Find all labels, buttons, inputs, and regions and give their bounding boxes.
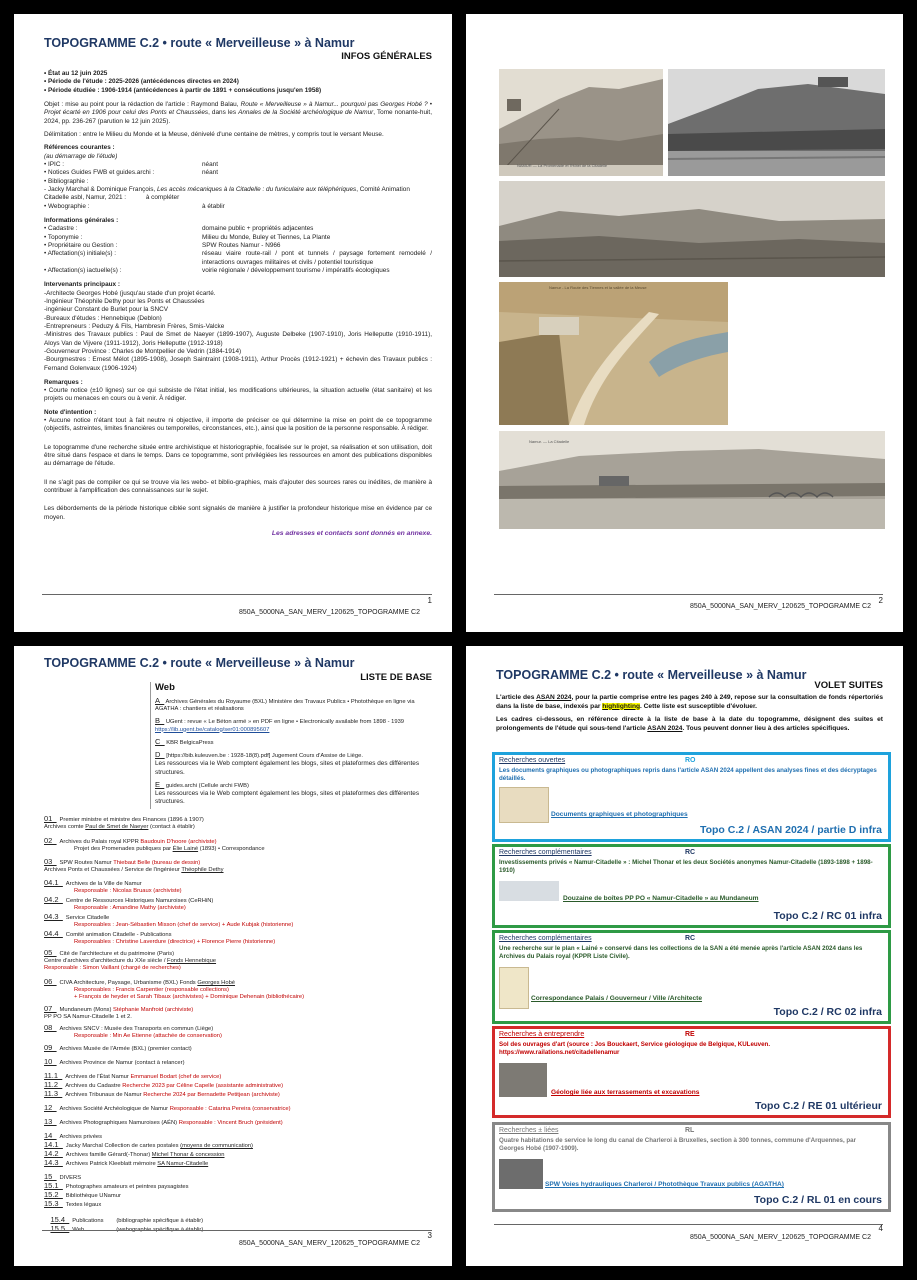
box-description: Sol des ouvrages d'art (source : Jos Bouckaert, Service géologique de Belgique, KULeuven. https://www.railations.net/citadellenamur [499, 1041, 771, 1056]
postcard-drawing [499, 69, 663, 176]
entry-text: Archives Province de Namur (contact à relancer) [59, 1060, 185, 1066]
entry-text: (1893) • Correspondance [198, 845, 265, 852]
biblio-entry [44, 186, 432, 203]
state-line: • État au 12 juin 2025 [44, 70, 108, 77]
entry-number: 15.3_ [44, 1199, 63, 1208]
web-text: KBR BelgicaPress [166, 739, 214, 746]
page-title [44, 36, 432, 50]
box-title: Recherches complémentaires [499, 849, 592, 856]
box-link[interactable]: SPW Voies hydrauliques Charleroi / Photothèque Travaux publics (AGATHA) [545, 1181, 784, 1188]
biblio-publisher: , Comité Animation Citadelle asbl, Namur, 2021 : [44, 185, 410, 202]
box-description: Investissements privés « Namur-Citadelle » : Michel Thonar et les deux Sociétés anonymes Namur-Citadelle (1893-1898 + 1898-1910) [499, 859, 873, 874]
web-letter: C_ [155, 736, 165, 746]
archive-entry [44, 977, 434, 1001]
entry-text: DIVERS [59, 1175, 82, 1181]
archive-entry [44, 878, 434, 895]
object-text-3: , Tome nonante-huit, 2024, pp. 236-267 (parution le 12 juin 2025). [44, 109, 432, 125]
research-box-re [492, 1026, 891, 1118]
actor-item: -Ministres des Travaux publics : Paul de Smet de Naeyer (1899-1907), Auguste Delbeke (1907-1910), Joris Helleputte (1910-1911), Aloys Van de Vijvere (1911-1912), Joris Helleputte (1912-1918) [44, 331, 432, 347]
intro-ref: ASAN 2024 [647, 724, 683, 732]
box-title: Recherches ouvertes [499, 757, 566, 764]
entry-number: 15.5_ [50, 1223, 70, 1233]
archive-entry [44, 814, 434, 831]
box-topo-ref: Topo C.2 / ASAN 2024 / partie D infra [699, 824, 882, 836]
entry-number: 15.1_ [44, 1181, 63, 1190]
intro-text-part: L'article des [496, 694, 537, 701]
box-code: RE [685, 1031, 695, 1038]
box-code: RC [685, 935, 696, 942]
page-number: 1 [427, 596, 432, 605]
info-key: • Toponymie : [44, 233, 83, 241]
box-topo-ref: Topo C.2 / RC 02 infra [773, 1006, 882, 1018]
box-description: Une recherche sur le plan « Lainé » conservé dans les collections de la SAN a été menée après l'article ASAN 2024 dans les Archives du Palais royal (KPPR Liste Civile). [499, 945, 863, 960]
web-item [155, 716, 430, 733]
web-item [155, 696, 430, 713]
box-link[interactable]: Correspondance Palais / Gouverneur / Ville /Architecte [531, 995, 703, 1002]
page-3 [14, 646, 452, 1266]
intro-paragraph [496, 694, 883, 711]
archive-entry [44, 1103, 434, 1113]
ref-row [44, 178, 432, 186]
webography-row [44, 203, 432, 211]
web-letter: D_ [155, 750, 165, 760]
entry-number: 13_ [44, 1117, 57, 1126]
title-main: TOPOGRAMME C.2 [496, 668, 612, 682]
ref-row [44, 169, 432, 177]
biblio-title: Les accès mécaniques à la Citadelle : du funiculaire aux téléphériques [156, 185, 357, 193]
boxes-thumbnail [499, 881, 559, 901]
intro-text [496, 694, 883, 733]
entry-text: Centre d'archives d'architecture du XXe siècle / [44, 957, 168, 964]
postcard-drawing [499, 431, 885, 529]
paragraph: Il ne s'agit pas de compiler ce qui se trouve via les webo- et biblio-graphies, mais d'ajouter des sources rares ou inédites, de manière à contribuer à l'amplification des connaissances sur le sujet. [44, 478, 432, 495]
object-title: Route « Merveilleuse » à Namur... pourquoi pas Georges Hobé ? • Projet écarté en 1906 pour celui des Ponts et Chaussées [44, 100, 433, 117]
entry-text: Comité animation Citadelle - Publications [65, 932, 172, 938]
entry-name: Théophile Dethy [181, 866, 224, 873]
entry-text: Projet des Promenades publiques par [74, 845, 173, 852]
entry-number: 11.1_ [44, 1071, 63, 1080]
entry-text: Photographes amateurs et peintres paysagistes [65, 1184, 189, 1190]
info-row [44, 225, 432, 233]
archive-entry [44, 836, 434, 853]
webography-value: à établir [202, 202, 225, 210]
entry-text: Jacky Marchal Collection de cartes postales [65, 1143, 181, 1149]
entry-number: 08_ [44, 1023, 57, 1032]
intro-text-part: , pour la partie comprise entre les pages 240 à 249, repose sur la consultation de fonds répertoriés dans la liste de base, indexés par [496, 694, 883, 710]
entry-responsible: Responsables : Jean-Sébastien Misson (chef de service) + Aude Kubjak (historienne) [74, 921, 294, 928]
footer-rule [494, 594, 883, 595]
archive-entry [44, 1023, 434, 1040]
entry-text: CIVA Architecture, Paysage, Urbanisme (BXL) Fonds [59, 980, 198, 986]
entry-text: Mundaneum (Mons) [59, 1007, 113, 1013]
entry-name: Fonds Hennebique [167, 957, 217, 964]
ref-key: • Notices Guides FWB et guides.archi : [44, 169, 155, 177]
refs-note: (au démarrage de l'étude) [44, 152, 118, 160]
box-description: Les documents graphiques ou photographiques repris dans l'article ASAN 2024 appellent des analyses fines et des décryptages détaillés. [499, 767, 877, 782]
entry-responsible: Responsable : Nicolas Bruaux (archiviste) [74, 887, 182, 894]
research-box-rc02 [492, 930, 891, 1024]
entry-text: Centre de Ressources Historiques Namuroises (CeRHiN) [65, 898, 214, 904]
actor-item: -Architecte Georges Hobé (jusqu'au stade d'un projet écarté. [44, 289, 216, 297]
entry-responsible: Responsable : Min Ae Etienne (attachée de conservation) [74, 1032, 222, 1039]
entry-text: Archives SNCV : Musée des Transports en commun (Liège) [59, 1026, 214, 1032]
postcard-photo [499, 69, 663, 176]
section-title: LISTE DE BASE [360, 672, 432, 683]
entry-text: Publications (bibliographie spécifique à établir) [72, 1217, 204, 1224]
entry-responsible: Responsables : Christine Laverdure (directrice) + Florence Pierre (historienne) [74, 938, 276, 945]
footer-code: 850A_5000NA_SAN_MERV_120625_TOPOGRAMME C2 [689, 1234, 871, 1241]
entry-text: Archives Musée de l'Armée (BXL) (premier contact) [59, 1046, 192, 1052]
entry-number: 04.2_ [44, 895, 63, 904]
archive-entry [44, 1117, 434, 1127]
entry-number: 14_ [44, 1131, 57, 1140]
entry-name: Paul de Smet de Naeyer [85, 823, 149, 830]
paragraph: Les débordements de la période historique ciblée sont signalés de manière à justifier la profondeur historique mise en évidence par ce moyen. [44, 505, 432, 521]
entry-text: Archives du Palais royal KPPR [59, 839, 141, 845]
entry-number: 05_ [44, 948, 57, 957]
entry-number: 14.1_ [44, 1140, 63, 1149]
paragraph: Le topogramme d'une recherche située entre archivistique et historiographie, focalisée sur le projet, sa réalisation et son utilisation, doit être situé dans l'espace et dans le temps. Dans ce topogramme, sont privilégiées les ressources en amont des publications disponibles au démarrage de l'étude. [44, 443, 432, 468]
entry-number: 04.1_ [44, 878, 63, 887]
intro-paragraph [496, 716, 883, 733]
title-bullet: • [614, 668, 619, 682]
footer-code: 850A_5000NA_SAN_MERV_120625_TOPOGRAMME C2 [238, 1240, 420, 1247]
page-2 [466, 14, 903, 632]
footer-rule [42, 594, 432, 595]
postcard-drawing [499, 282, 728, 425]
entry-number: 02_ [44, 836, 57, 845]
actor-item: -Bureaux d'études : Hennebique (Deblon) [44, 314, 162, 322]
entry-number: 04.4_ [44, 929, 63, 938]
entry-text: Archives famille Gérard(-Thonar) [65, 1152, 152, 1158]
entry-name: Élie Lainé [172, 845, 199, 852]
entry-number: 10_ [44, 1057, 57, 1066]
title-rest: route « Merveilleuse » à Namur [170, 36, 355, 50]
web-link[interactable]: https://lib.ugent.be/catalog/ser01:000895607 [155, 726, 270, 733]
research-box-ro [492, 752, 891, 842]
postcard-photo [499, 282, 728, 425]
entry-number: 15.2_ [44, 1190, 63, 1199]
title-rest: route « Merveilleuse » à Namur [170, 656, 355, 670]
entry-responsible: Responsable : Vincent Bruch (président) [178, 1120, 283, 1126]
box-code: RO [685, 757, 696, 764]
info-value: voirie régionale / développement tourisme / impératifs écologiques [202, 266, 390, 274]
entry-text: Textes légaux [65, 1202, 102, 1208]
intro-ref: ASAN 2024 [536, 694, 572, 701]
archive-entry [44, 1057, 434, 1067]
entry-text: Archives Ponts et Chaussées / Service de l'ingénieur [44, 866, 182, 873]
entry-responsible: Recherche 2024 par Bernadette Petitjean (archiviste) [143, 1092, 280, 1098]
entry-text: PP PO SA Namur-Citadelle 1 et 2. [44, 1013, 132, 1020]
title-rest: route « Merveilleuse » à Namur [622, 668, 807, 682]
entry-responsible: + François de heyder et Sarah Tibaux (archivistes) + Dominique Dehenain (bibliothécaire) [74, 993, 305, 1000]
page-number: 2 [878, 596, 883, 605]
postcard-photo [499, 431, 885, 529]
postcard-photo [668, 69, 885, 176]
entry-number: 06_ [44, 977, 57, 986]
archive-entry [44, 929, 434, 946]
intro-text-part: . Cette liste est susceptible d'évoluer. [640, 702, 758, 710]
period-study-line: • Période de l'étude : 2025-2026 (antécédences directes en 2024) [44, 78, 239, 86]
title-main: TOPOGRAMME C.2 [44, 656, 160, 670]
intent-text: • Aucune notice n'étant tout à fait neutre ni objective, il importe de préciser ce qui détermine la mise en point de ce topogramme (objectifs, astreintes, limites financières ou temporelles, circonstances, etc.), ainsi que la position de la personne responsable. À rédiger. [44, 417, 432, 433]
entry-number: 14.3_ [44, 1158, 63, 1167]
entry-number: 01_ [44, 814, 57, 823]
research-box-rc01 [492, 844, 891, 928]
web-letter: E_ [155, 779, 165, 789]
entry-text: Bibliothèque UNamur [65, 1193, 121, 1199]
entry-responsible: Recherche 2023 par Céline Capelle (assistante administrative) [122, 1083, 284, 1089]
entry-responsible: Stéphanie Manfroid (archiviste) [113, 1007, 194, 1013]
web-extra: Les ressources via le Web comptent également les blogs, sites et plateformes des différentes structures. [155, 789, 420, 806]
entry-text: Service Citadelle [65, 915, 110, 921]
page-4 [466, 646, 903, 1266]
entry-text: Web (webographie spécifique à établir) [72, 1226, 204, 1233]
entry-name: Michel Thonar & concession [151, 1152, 225, 1158]
web-extra: Les ressources via le Web comptent également les blogs, sites et plateformes des différentes structures. [155, 760, 420, 776]
postcard-caption: NAMUR — La Promenade et l'Hôtel de la Citadelle [517, 163, 608, 168]
footer-code: 850A_5000NA_SAN_MERV_120625_TOPOGRAMME C2 [689, 603, 871, 610]
postcard-drawing [499, 181, 885, 277]
web-text: [https://bib.kuleuven.be : 1928-18(8).pdf] Jugement Cours d'Assise de Liège. [166, 753, 363, 760]
entry-number: 04.3_ [44, 912, 63, 921]
actors-title: Intervenants principaux : [44, 281, 120, 289]
entry-number: 15.4_ [50, 1214, 70, 1224]
ref-value [202, 178, 432, 186]
box-topo-ref: Topo C.2 / RE 01 ultérieur [755, 1100, 882, 1112]
entry-name: SA Namur-Citadelle [157, 1161, 209, 1167]
info-row [44, 250, 432, 267]
entry-responsible: Emmanuel Bodart (chef de service) [130, 1074, 222, 1080]
refs-title: Références courantes : [44, 144, 115, 152]
ref-row [44, 161, 432, 169]
box-title: Recherches à entreprendre [499, 1031, 585, 1038]
page-title [44, 656, 432, 670]
remarks-title: Remarques : [44, 378, 83, 386]
info-row [44, 242, 432, 250]
box-code: RC [685, 849, 696, 856]
title-bullet: • [162, 656, 167, 670]
entry-text: Archives Photographiques Namuroises (AÉN) [59, 1120, 179, 1126]
web-text: UGent : revue « Le Béton armé » en PDF en ligne • Electronically available from 1898 - 1939 [165, 719, 405, 726]
postcard-drawing [668, 69, 885, 176]
entry-number: 11.2_ [44, 1080, 63, 1089]
entry-responsible: Responsable : Amandine Mathy (archiviste) [74, 904, 186, 911]
info-title: Informations générales : [44, 216, 119, 224]
entry-text: Archives Patrick Kleeblatt mémoire [65, 1161, 158, 1167]
house-thumbnail [499, 1159, 543, 1189]
entry-text: SPW Routes Namur [59, 860, 114, 866]
info-value: domaine public + propriétés adjacentes [202, 225, 314, 233]
page-number: 3 [427, 1231, 432, 1240]
archive-entry [44, 912, 434, 929]
footer-code: 850A_5000NA_SAN_MERV_120625_TOPOGRAMME C2 [238, 609, 420, 616]
entry-responsible: Responsable : Simon Vaillant (chargé de recherches) [44, 964, 181, 971]
info-key: • Cadastre : [44, 225, 78, 233]
entry-number: 11.3_ [44, 1089, 63, 1098]
postcard-caption: Namur. — La Citadelle [529, 439, 570, 444]
actor-item: -ingénieur Constant de Burlet pour la SNCV [44, 306, 168, 314]
entry-responsible: Responsables : Francis Carpentier (responsable collections) [74, 986, 229, 993]
actor-item: -Bourgmestres : Ernest Mélot (1895-1908), Joseph Saintraint (1908-1911), Arthur Procès (1912-1921) + échevin des Travaux publics : Fernand Golenvaux (1906-1924) [44, 356, 432, 372]
object-journal: Annales de la Société archéologique de Namur [238, 109, 374, 117]
actor-item: -Ingénieur Théophile Dethy pour les Ponts et Chaussées [44, 297, 205, 305]
web-text: guides.archi (Cellule archi FWB) [165, 782, 249, 789]
ref-key: • IPIC : [44, 160, 64, 168]
section-title: INFOS GÉNÉRALES [341, 51, 432, 62]
entry-text: Archives comte [44, 823, 86, 830]
title-bullet: • [162, 36, 167, 50]
entry-text: (contact à établir) [148, 823, 195, 830]
remarks-text: • Courte notice (±10 lignes) sur ce qui subsiste de l'état initial, les modifications ultérieures, la situation actuelle (état sanitaire) et les projets ou menaces en cours ou à venir. À rédiger. [44, 387, 432, 403]
entry-number: 12_ [44, 1103, 57, 1112]
box-description: Quatre habitations de service le long du canal de Charleroi à Bruxelles, section à 300 tonnes, commune d'Arquennes, par Georges Hobé (1907-1909). [499, 1137, 857, 1152]
archive-entry [44, 1214, 434, 1241]
web-text: Archives Générales du Royaume (BXL) Ministère des Travaux Publics • Photothèque en ligne via AGATHA : chantiers et réalisations [155, 698, 415, 713]
entry-number: 09_ [44, 1043, 57, 1052]
highlight-term: highlighting [602, 702, 640, 710]
entry-text: Archives Société Archéologique de Namur [59, 1106, 170, 1112]
entry-text: Premier ministre et ministre des Finances (1896 à 1907) [59, 817, 204, 823]
footer-rule [42, 1230, 432, 1231]
entry-responsible: Responsable : Catarina Pereira (conservatrice) [169, 1106, 291, 1112]
entry-number: 03_ [44, 857, 57, 866]
research-box-rl [492, 1122, 891, 1212]
intro-text-part: Les cadres ci-dessous, en référence directe à la liste de base à la date du topogramme, désignent des suites et prolongements de l'étude qui sous-tend l'article [496, 716, 883, 732]
intro-text-part: . Tous peuvent donner lieu à des articles spécifiques. [682, 724, 850, 732]
info-key: • Propriétaire ou Gestion : [44, 241, 118, 249]
web-title: Web [155, 682, 175, 693]
delimitation-paragraph: Délimitation : entre le Milieu du Monde et la Meuse, dénivelé d'une centaine de mètres, y compris tout le versant Meuse. [44, 130, 384, 138]
entry-text: Cité de l'architecture et du patrimoine (Paris) [59, 951, 175, 957]
entry-name: Georges Hobé [197, 980, 236, 986]
page-1 [14, 14, 452, 632]
biblio-status: à compléter [145, 194, 180, 202]
box-topo-ref: Topo C.2 / RC 01 infra [773, 910, 882, 922]
archive-entry [44, 948, 434, 972]
letter-thumbnail [499, 967, 529, 1009]
entry-text: Archives Tribunaux de Namur [65, 1092, 144, 1098]
actor-item: -Gouverneur Province : Charles de Montpellier de Vedrin (1884-1914) [44, 347, 242, 355]
info-row [44, 267, 432, 275]
info-row [44, 234, 432, 242]
web-letter: A_ [155, 695, 165, 705]
web-item [155, 737, 430, 747]
object-paragraph [44, 101, 432, 126]
document-thumbnail [499, 787, 549, 823]
web-letter: B_ [155, 716, 165, 726]
annex-note: Les adresses et contacts sont donnés en annexe. [271, 530, 432, 538]
archive-entry [44, 1004, 434, 1021]
web-sources [150, 682, 430, 809]
webography-key: • Webographie : [44, 202, 90, 210]
archive-entry [44, 895, 434, 912]
page-1-body [44, 70, 432, 539]
entry-text: Archives de l'État Namur [65, 1074, 131, 1080]
period-studied-line: • Période étudiée : 1906-1914 (antécédences à partir de 1891 + consécutions jusqu'en 1958) [44, 86, 322, 94]
actor-item: -Entrepreneurs : Peduzy & Fils, Hambresin Frères, Smis-Valcke [44, 322, 225, 330]
info-value: SPW Routes Namur - N966 [202, 241, 281, 249]
box-link[interactable]: Documents graphiques et photographiques [551, 811, 688, 818]
entry-responsible: Baudouin D'hoore (archiviste) [140, 839, 217, 845]
footer-rule [494, 1224, 883, 1225]
entry-text: Archives de la Ville de Namur [65, 881, 142, 887]
box-title: Recherches ± liées [499, 1127, 559, 1134]
entry-text: Archives du Cadastre [65, 1083, 123, 1089]
intent-title: Note d'intention : [44, 408, 97, 416]
info-key: • Affectation(s) initiale(s) : [44, 250, 117, 258]
entry-number: 14.2_ [44, 1149, 63, 1158]
entry-name: (moyens de communication) [180, 1143, 253, 1149]
postcard-caption: Namur - La Route des Tiennes et la vallée de la Meuse [549, 285, 647, 290]
web-item [155, 750, 430, 777]
title-main: TOPOGRAMME C.2 [44, 36, 160, 50]
postcard-photo [499, 181, 885, 277]
archive-entry [44, 1158, 434, 1168]
archive-entry [44, 857, 434, 874]
archive-entry [44, 1043, 434, 1053]
box-title: Recherches complémentaires [499, 935, 592, 942]
info-value: réseau viaire route-rail / pont et tunnels / paysage fortement remodelé / interactions ouvrages militaires et civils / potentiel touristique [202, 250, 432, 266]
biblio-authors: - Jacky Marchal & Dominique François, [44, 185, 157, 193]
page-number: 4 [878, 1224, 883, 1233]
box-link[interactable]: Géologie liée aux terrassements et excavations [551, 1089, 700, 1096]
info-value: Milieu du Monde, Buley et Tiennes, La Plante [202, 233, 331, 241]
entry-text: Archives privées [59, 1134, 103, 1140]
ref-value: néant [202, 169, 218, 177]
archive-entry [44, 1089, 434, 1099]
object-text-2: , dans les [208, 109, 239, 117]
box-link[interactable]: Douzaine de boîtes PP PO « Namur-Citadelle » au Mundaneum [563, 895, 759, 902]
box-code: RL [685, 1127, 695, 1134]
entry-number: 15_ [44, 1172, 57, 1181]
info-key: • Affectation(s) iactuelle(s) : [44, 266, 122, 274]
section-title: VOLET SUITES [814, 680, 883, 691]
geology-thumbnail [499, 1063, 547, 1097]
entry-number: 07_ [44, 1004, 57, 1013]
web-item [155, 780, 430, 807]
box-topo-ref: Topo C.2 / RL 01 en cours [754, 1194, 882, 1206]
ref-key: • Bibliographie : [44, 177, 89, 185]
object-text: Objet : mise au point pour la rédaction de l'article : Raymond Balau, [44, 100, 241, 108]
entry-responsible: Thiebaut Belle (bureau de dessin) [113, 860, 201, 866]
ref-value: néant [202, 160, 218, 168]
